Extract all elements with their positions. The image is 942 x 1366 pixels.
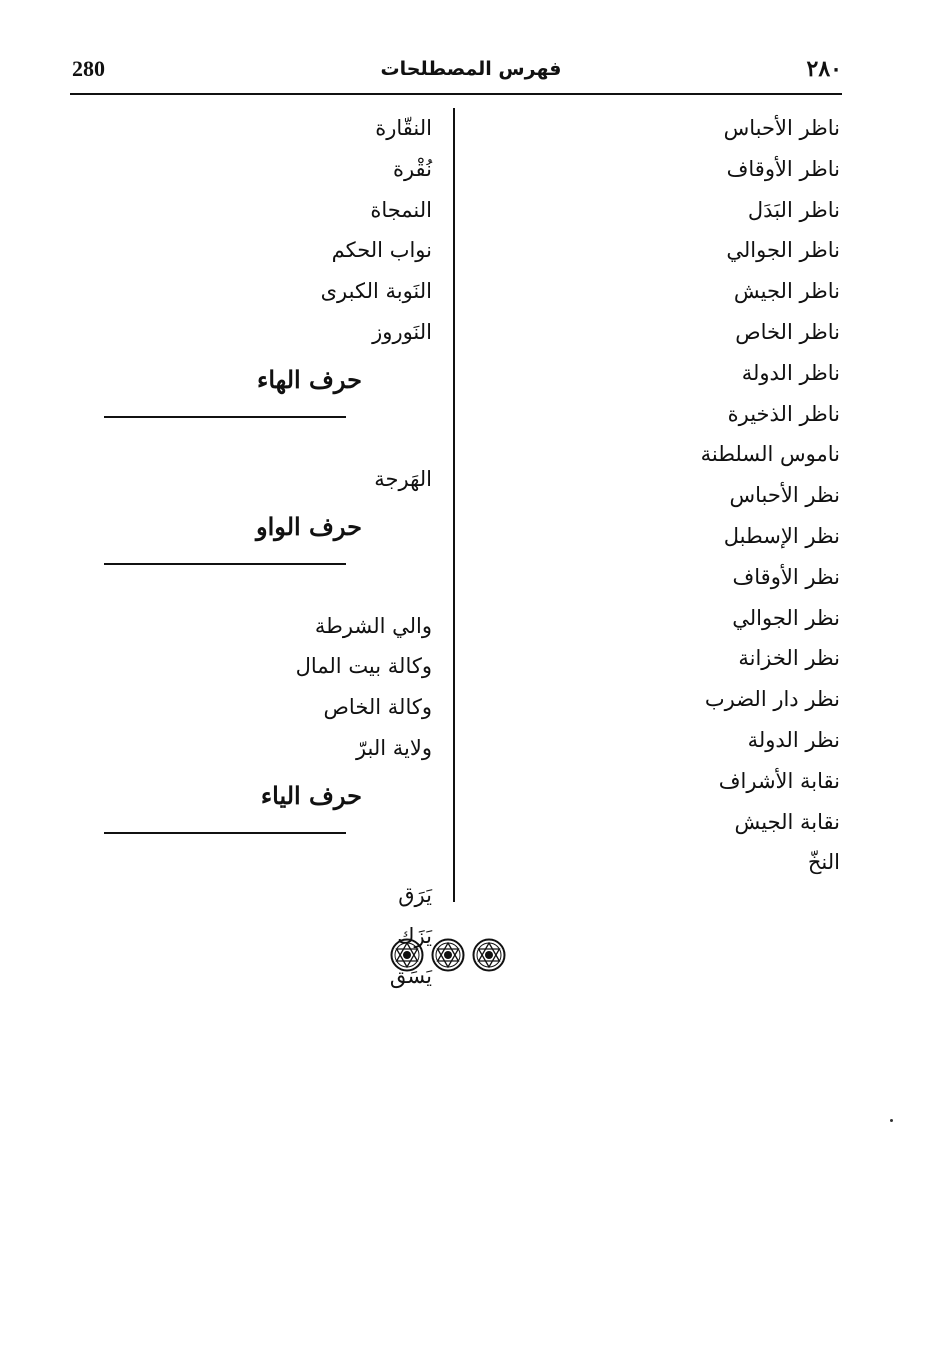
index-term: الهَرجة [374, 466, 432, 491]
rosette-ornament-icon [390, 938, 424, 972]
rosette-ornament-icon [472, 938, 506, 972]
section-heading: حرف الواو [256, 511, 362, 541]
index-term: نظر دار الضرب [704, 687, 840, 712]
header-rule [70, 93, 842, 95]
index-term: والي الشرطة [314, 613, 432, 638]
index-term: ناظر الدولة [741, 360, 840, 385]
scan-speck [890, 1119, 893, 1122]
index-term: نُقْرة [392, 156, 432, 181]
index-term: النمجاة [370, 197, 432, 222]
index-term: يَزَك [397, 923, 432, 948]
section-waw [102, 500, 432, 606]
index-term: ناظر الخاص [735, 319, 840, 344]
page-number-latin: 280 [72, 56, 105, 81]
end-ornaments [390, 938, 506, 972]
index-term: نظر الدولة [747, 727, 840, 752]
left-column-terms [102, 108, 432, 997]
index-term: وكالة الخاص [323, 695, 432, 720]
section-rule [104, 416, 346, 418]
index-term: النَوروز [372, 319, 432, 344]
index-term: النَوبة الكبرى [320, 279, 432, 304]
section-heading: حرف الهاء [257, 364, 362, 394]
index-term: يَرَق [398, 882, 432, 907]
index-term: النقّارة [375, 116, 432, 140]
index-term: نظر الجوالي [732, 605, 840, 630]
right-column-terms [500, 108, 840, 883]
index-term: النخّ [807, 850, 840, 875]
index-term: ناظر البَدَل [747, 197, 840, 222]
rosette-ornament-icon [431, 938, 465, 972]
section-ha [102, 353, 432, 459]
index-term: نظر الإسطبل [723, 523, 840, 548]
page-header [0, 0, 942, 100]
column-divider [453, 108, 455, 902]
section-ya [102, 769, 432, 875]
index-term: نقابة الجيش [734, 809, 840, 834]
page-number-arabic: ٢٨٠ [806, 56, 842, 81]
index-term: ولاية البرّ [355, 735, 432, 760]
index-term: نظر الخزانة [738, 646, 840, 671]
section-rule [104, 563, 346, 565]
index-term: نظر الأحباس [729, 483, 840, 508]
index-term: وكالة بيت المال [295, 654, 432, 679]
index-term: يَسَق [389, 964, 432, 989]
index-term: ناظر الذخيرة [727, 401, 840, 426]
section-rule [104, 832, 346, 834]
index-term: ناظر الجيش [733, 279, 840, 304]
index-term: نواب الحكم [331, 238, 432, 263]
index-term: نقابة الأشراف [718, 768, 840, 793]
index-term: نظر الأوقاف [732, 564, 840, 589]
running-header-title: فهرس المصطلحات [380, 58, 562, 80]
index-term: ناظر الجوالي [726, 238, 840, 263]
index-term: ناموس السلطنة [700, 442, 840, 467]
section-heading: حرف الياء [260, 780, 362, 810]
index-term: ناظر الأحباس [723, 116, 840, 140]
index-term: ناظر الأوقاف [726, 156, 840, 181]
